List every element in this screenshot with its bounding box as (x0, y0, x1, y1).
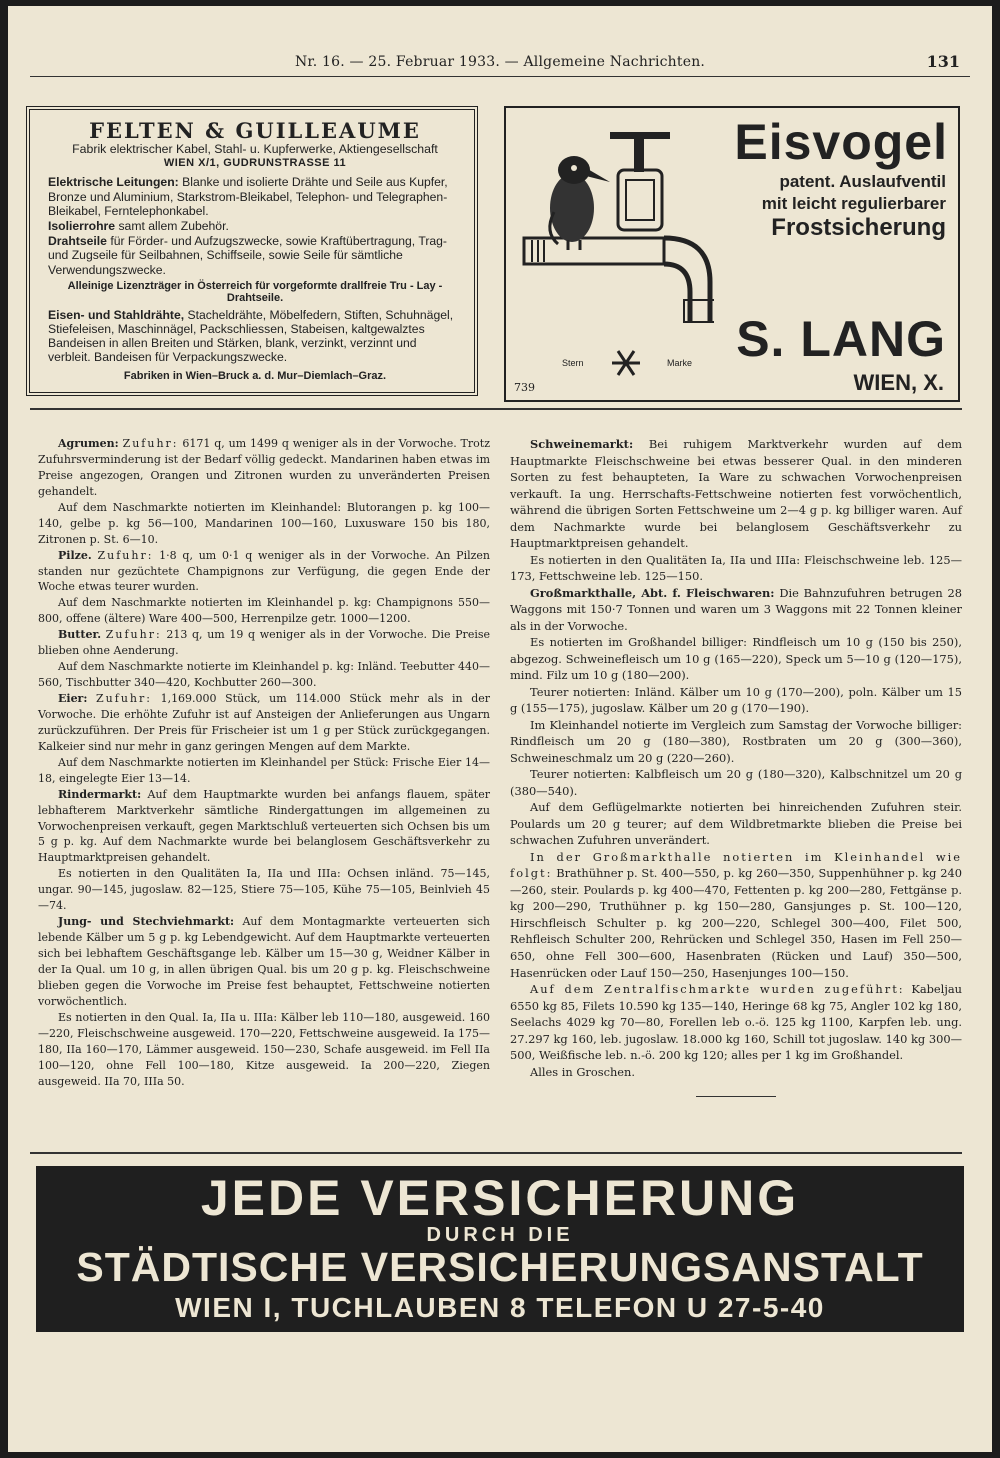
paragraph-lead: Jung- und Stechviehmarkt: (58, 915, 235, 929)
paragraph-text: Es notierten in den Qualitäten Ia, IIa und IIIa: Fleischschweine leb. 125—173, Fettschweine leb. 125—150. (510, 552, 962, 584)
paragraph-text: Auf dem Naschmarkte notierten im Kleinhandel p. kg: Champignons 550—800, offene (ältere) Ware 400—500, Herrenpilze getr. 1000—1200. (38, 596, 490, 626)
paragraph-spaced: Zufuhr: (97, 548, 154, 562)
paragraph-lead: Pilze. (58, 548, 92, 562)
article-paragraph (510, 717, 962, 767)
star-trademark (562, 348, 692, 378)
paragraph-text: 6171 q, um 1499 q weniger als in der Vorwoche. Trotz Zufuhrsverminderung ist der Bedarf völlig gedeckt. Mandarinen haben etwas im Preise angezogen, Orangen und Zitronen wurden zu unveränderten Preisen gehandelt. (38, 437, 490, 498)
ad-text: Blanke und isolierte Drähte und Seile aus Kupfer, Bronze und Aluminium, Starkstrom-Bleikabel, Telephon- und Telegraphen-Bleikabel, Ferntelephonkabel. (48, 175, 448, 218)
left-column (38, 436, 490, 1106)
paragraph-spaced: Auf dem Zentralfischmarkte wurden zugeführt: (530, 982, 905, 997)
end-rule (696, 1096, 776, 1097)
article-paragraph (510, 1064, 962, 1081)
header-text: Nr. 16. — 25. Februar 1933. — Allgemeine Nachrichten. (294, 54, 706, 70)
paragraph-text: Es notierten in den Qualitäten Ia, IIa und IIIa: Ochsen inländ. 75—145, ungar. 90—145, jugoslaw. 82—125, Stiere 75—105, Kühe 75—105, Beinlvieh 45—74. (38, 867, 490, 913)
paragraph-lead: Schweinemarkt: (530, 437, 634, 451)
divider-bottom (30, 1152, 962, 1154)
article-paragraph (38, 691, 490, 755)
paragraph-spaced: Zufuhr: (96, 692, 152, 705)
ad-paragraph-drahtseile (48, 234, 462, 277)
ad-company-name: FELTEN & GUILLEAUME (89, 118, 421, 143)
paragraph-text: Auf dem Geflügelmarkte notierten bei hinreichenden Zufuhren steir. Poulards um 20 g teurer; auf dem Wildbretmarkte blieben die Preise bei schwachen Zufuhren unverändert. (510, 800, 962, 848)
article-paragraph (510, 849, 962, 981)
paragraph-text: Auf dem Hauptmarkte wurden bei anfangs flauem, später lebhafterem Marktverkehr sämtliche Rindergattungen im allgemeinen zu Vorwochenpreisen verkauft, gegen Marktschluß verteuerten sich Ochsen bis um 5 g p. kg. Auf dem Nachmarkte wurde bei belanglosem Geschäftsverkehr zu Hauptmarktpreisen gehandelt. (38, 787, 490, 865)
banner-line-1: JEDE VERSICHERUNG (200, 1170, 800, 1226)
banner-line-2: DURCH DIE (426, 1224, 574, 1246)
ad-line-3: Frostsicherung (771, 214, 946, 241)
paragraph-lead: Butter. (58, 628, 102, 642)
ad-line-2: mit leicht regulierbarer (761, 194, 946, 213)
paragraph-text: Alles in Groschen. (530, 1064, 635, 1079)
article-paragraph (38, 595, 490, 627)
insurance-banner (36, 1166, 964, 1332)
paragraph-lead: Agrumen: (58, 437, 119, 450)
right-column (510, 436, 962, 1106)
article-paragraph (510, 552, 962, 585)
ad-firm-city: WIEN, X. (853, 370, 944, 395)
ad-firm-name: S. LANG (736, 311, 946, 367)
paragraph-spaced: Zufuhr: (105, 628, 162, 642)
ad-text: für Förder- und Aufzugszwecke, sowie Kraftübertragung, Trag- und Zugseile für Seilbahnen, Schiffseile, sowie Seile für sämtliche Verwendungszwecke. (48, 234, 447, 277)
paragraph-text: Auf dem Naschmarkte notierten im Kleinhandel: Blutorangen p. kg 100—140, gelbe p. kg 56—100, Mandarinen 100—160, Luxusware 150 bis 180, Zitronen p. St. 6—10. (38, 500, 490, 546)
ad-code: 739 (514, 381, 535, 394)
ad-eisvogel (504, 106, 960, 402)
ad-lead: Isolierrohre (48, 219, 116, 234)
paragraph-text: 1·8 q, um 0·1 q weniger als in der Vorwoche. An Pilzen standen nur gezüchtete Champignons zur Verfügung, die gegen Ende der Woche etwas teurer wurden. (38, 548, 490, 594)
paragraph-text: Auf dem Naschmarkte notierte im Kleinhandel p. kg: Inländ. Teebutter 440—560, Tischbutter 340—420, Kochbutter 260—300. (38, 660, 490, 690)
paragraph-text: Bei ruhigem Marktverkehr wurden auf dem Hauptmarkte Fleischschweine bei etwas besserer Qual. in den minderen Sorten zu fest behaupteten, Ia Ware zu schwachen Vorwochenpreisen verkauft. Ia ung. Herrschafts-Fettschweine notierten fest vorwöchentlich, während die übrigen Sorten Fettschweine um 2—4 g p. kg billiger waren. Auf dem Nachmarkte wurde bei belanglosem Geschäftsverkehr zu Hauptmarktpreisen gehandelt. (510, 437, 963, 551)
ad-felten-guilleaume (26, 106, 478, 396)
ad-paragraph-isolierrohre (48, 219, 462, 233)
article-paragraph (38, 548, 490, 596)
article-paragraph (510, 684, 962, 717)
paragraph-text: Die Bahnzufuhren betrugen 28 Waggons mit 150·7 Tonnen und waren um 3 Waggons mit 22 Tonnen kleiner als in der Vorwoche. (510, 585, 963, 633)
banner-line-3: STÄDTISCHE VERSICHERUNGSANSTALT (76, 1244, 924, 1290)
banner-line-4: WIEN I, TUCHLAUBEN 8 TELEFON U 27-5-40 (175, 1292, 825, 1323)
ad-lead: Eisen- und Stahldrähte, (48, 307, 185, 322)
paragraph-text: Auf dem Montagmarkte verteuerten sich lebende Kälber um 5 g p. kg Lebendgewicht. Auf dem Hauptmarkte verteuerten sich bei lebhaftem Geschäftsgange leb. Kälber um 15—30 g, Weidner Kälber in der Ia Qual. um 10 g, in allen übrigen Qual. bis um 20 g p. kg. Fleischschweine blieben gegen die Vorwoche im Preise fest behauptet, Fettschweine notierten vorwöchentlich. (38, 915, 490, 1008)
ad-company-subtitle: Fabrik elektrischer Kabel, Stahl- u. Kupferwerke, Aktiengesellschaft (72, 142, 438, 156)
paragraph-text: Teurer notierten: Inländ. Kälber um 10 g (170—200), poln. Kälber um 15 g (155—175), jugoslaw. Kälber um 20 g (170—190). (510, 684, 962, 716)
ad-license-note: Alleinige Lizenzträger in Österreich für vorgeformte drallfreie Tru - Lay - Drahtseile. (67, 279, 443, 304)
page-header (30, 42, 970, 77)
ad-paragraph-leitungen (48, 175, 462, 218)
paragraph-text: Es notierten im Großhandel billiger: Rindfleisch um 10 g (150 bis 250), abgezog. Schweinefleisch um 10 g (165—220), Speck um 5—10 g (120—175), mind. Filz um 10 g (180—200). (510, 635, 962, 683)
ad-company-address: WIEN X/1, GUDRUNSTRASSE 11 (163, 157, 347, 170)
paragraph-lead: Eier: (58, 692, 88, 705)
paragraph-text: Im Kleinhandel notierte im Vergleich zum Samstag der Vorwoche billiger: Rindfleisch um 20 g (180—380), Rostbraten um 20 g (300—360), Schweineschmalz um 20 g (220—260). (510, 717, 962, 765)
article-paragraph (510, 436, 962, 552)
article-paragraph (510, 585, 962, 635)
paragraph-spaced: Zufuhr: (122, 437, 179, 450)
paragraph-lead: Rindermarkt: (58, 787, 142, 801)
article-paragraph (38, 659, 490, 691)
article-paragraph (38, 866, 490, 914)
ad-factories: Fabriken in Wien–Bruck a. d. Mur–Diemlach–Graz. (123, 369, 387, 382)
paragraph-text: 213 q, um 19 q weniger als in der Vorwoche. Die Preise blieben ohne Aenderung. (38, 628, 491, 658)
ad-brand-eisvogel: Eisvogel (734, 114, 948, 170)
article-paragraph (510, 766, 962, 799)
paragraph-text: Teurer notierten: Kalbfleisch um 20 g (180—320), Kalbschnitzel um 20 g (380—540). (510, 767, 962, 798)
article-paragraph (38, 436, 490, 500)
paragraph-text: Kabeljau 6550 kg 85, Filets 10.590 kg 135—140, Heringe 68 kg 75, Angler 102 kg 180, Seelachs 4029 kg 70—80, Forellen leb o.-ö. 125 kg 1100, Karpfen leb. ung. 27.297 kg 160, leb. jugoslaw. 18.000 kg 160, Schill tot jugoslaw. 140 kg 300—500, Weißfische leb. n.-ö. 200 kg 120; alles per 1 kg im Großhandel. (510, 982, 962, 1063)
ad-text: Stacheldrähte, Möbelfedern, Stiften, Schuhnägel, Stiefeleisen, Maschinnägel, Packschliessen, Stabeisen, kaltgewalztes Bandeisen in allen Breiten und Stärken, blank, verzinkt, verzinnt und verbleit. Bandeisen für Verpackungszwecke. (48, 307, 454, 365)
article-paragraph (38, 914, 490, 1010)
ad-text: samt allem Zubehör. (115, 219, 229, 234)
article-paragraph (38, 787, 490, 867)
article-paragraph (510, 634, 962, 684)
ad-lead: Elektrische Leitungen: (48, 175, 179, 190)
paragraph-text: Brathühner p. St. 400—550, p. kg 260—350, Suppenhühner p. kg 240—260, steir. Poulards p. kg 400—470, Fettenten p. kg 200—280, Fettgänse p. kg 200—290, Truthühner p. kg 150—280, Gansjunges p. St. 100—120, Hirschfleisch Schulter p. kg 200—220, Schlegel 300—400, Filet 500, Rehfleisch Schulter 200, Rehrücken und Schlegel 350, Hasen im Fell 250—650, ohne Fell 300—600, Hasenbraten (Rücken und Lauf) 350—500, Hasenrücken oder Lauf 150—250, Hasenjunges 100—150. (510, 866, 962, 980)
paragraph-text: 1,169.000 Stück, um 114.000 Stück mehr als in der Vorwoche. Die erhöhte Zufuhr ist auf Ansteigen der Anlieferungen aus Ungarn zurückzuführen. Der Preis für Frischeier ist um 1 g per Stück zurückgegangen. Kalkeier sind nur mehr in ganz geringen Mengen auf dem Markte. (38, 692, 490, 753)
article-paragraph (38, 500, 490, 548)
paragraph-spaced: In der Großmarkthalle notierten im Kleinhandel wie folgt: (510, 849, 962, 881)
ad-line-1: patent. Auslaufventil (779, 172, 946, 191)
article-paragraph (510, 981, 962, 1064)
faucet-bird-illustration (514, 122, 714, 332)
paragraph-lead: Großmarkthalle, Abt. f. Fleischwaren: (530, 585, 775, 600)
star-label-right: Marke (666, 358, 692, 368)
divider-top (30, 408, 962, 410)
paragraph-text: Auf dem Naschmarkte notierten im Kleinhandel per Stück: Frische Eier 14—18, eingelegte Eier 13—14. (38, 755, 490, 785)
newspaper-page (8, 6, 992, 1452)
star-label-left: Stern (562, 358, 584, 368)
article-paragraph (510, 799, 962, 849)
article-paragraph (38, 1010, 490, 1090)
star-icon (608, 348, 644, 378)
page-number: 131 (926, 52, 960, 71)
article-paragraph (38, 755, 490, 787)
ad-lead: Drahtseile (48, 234, 107, 249)
article-paragraph (38, 627, 490, 659)
ad-paragraph-eisen (48, 308, 462, 365)
paragraph-text: Es notierten in den Qual. Ia, IIa u. IIIa: Kälber leb 110—180, ausgeweid. 160—220, Fleischschweine ausgeweid. 170—220, Fettschweine ausgeweid. Ia 175—180, IIa 160—170, Lämmer ausgeweid. 150—230, Schafe ausgeweid. im Fell IIa 100—120, ohne Fell 100—180, Kitze ausgeweid. Ia 200—220, Ziegen ausgeweid. IIa 70, IIIa 50. (38, 1010, 490, 1088)
